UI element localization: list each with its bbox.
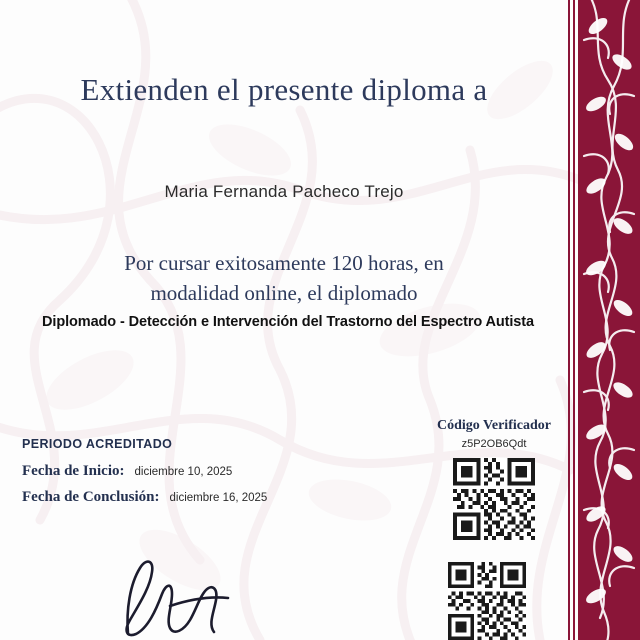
- verifier-block: [424, 418, 564, 540]
- achievement-line-2: modalidad online, el diplomado: [150, 281, 418, 306]
- achievement-line-1: Por cursar exitosamente 120 horas, en: [124, 251, 444, 275]
- qr-code-secondary[interactable]: [448, 562, 526, 640]
- achievement-text: [0, 248, 568, 309]
- border-rule-inner: [573, 0, 575, 640]
- border-floral-pattern: [578, 0, 640, 640]
- accredited-period-block: [22, 437, 267, 515]
- start-date-label: Fecha de Inicio:: [22, 463, 125, 479]
- signature-mark: [96, 548, 286, 640]
- page-title: Extienden el presente diploma a: [80, 72, 488, 107]
- end-date-row: [22, 489, 267, 506]
- period-heading: PERIODO ACREDITADO: [22, 437, 173, 451]
- qr-code-primary[interactable]: [453, 458, 535, 540]
- border-rule-outer: [568, 0, 570, 640]
- decorative-border-band: [568, 0, 640, 640]
- verifier-code: z5P2OB6Qdt: [461, 438, 527, 450]
- start-date-row: [22, 463, 267, 480]
- recipient-name: Maria Fernanda Pacheco Trejo: [164, 182, 404, 201]
- end-date-label: Fecha de Conclusión:: [22, 489, 160, 505]
- start-date-value: diciembre 10, 2025: [134, 466, 233, 478]
- course-title: Diplomado - Detección e Intervención del Trastorno del Espectro Autista: [42, 314, 534, 330]
- verifier-title: Código Verificador: [437, 418, 551, 433]
- end-date-value: diciembre 16, 2025: [169, 492, 268, 504]
